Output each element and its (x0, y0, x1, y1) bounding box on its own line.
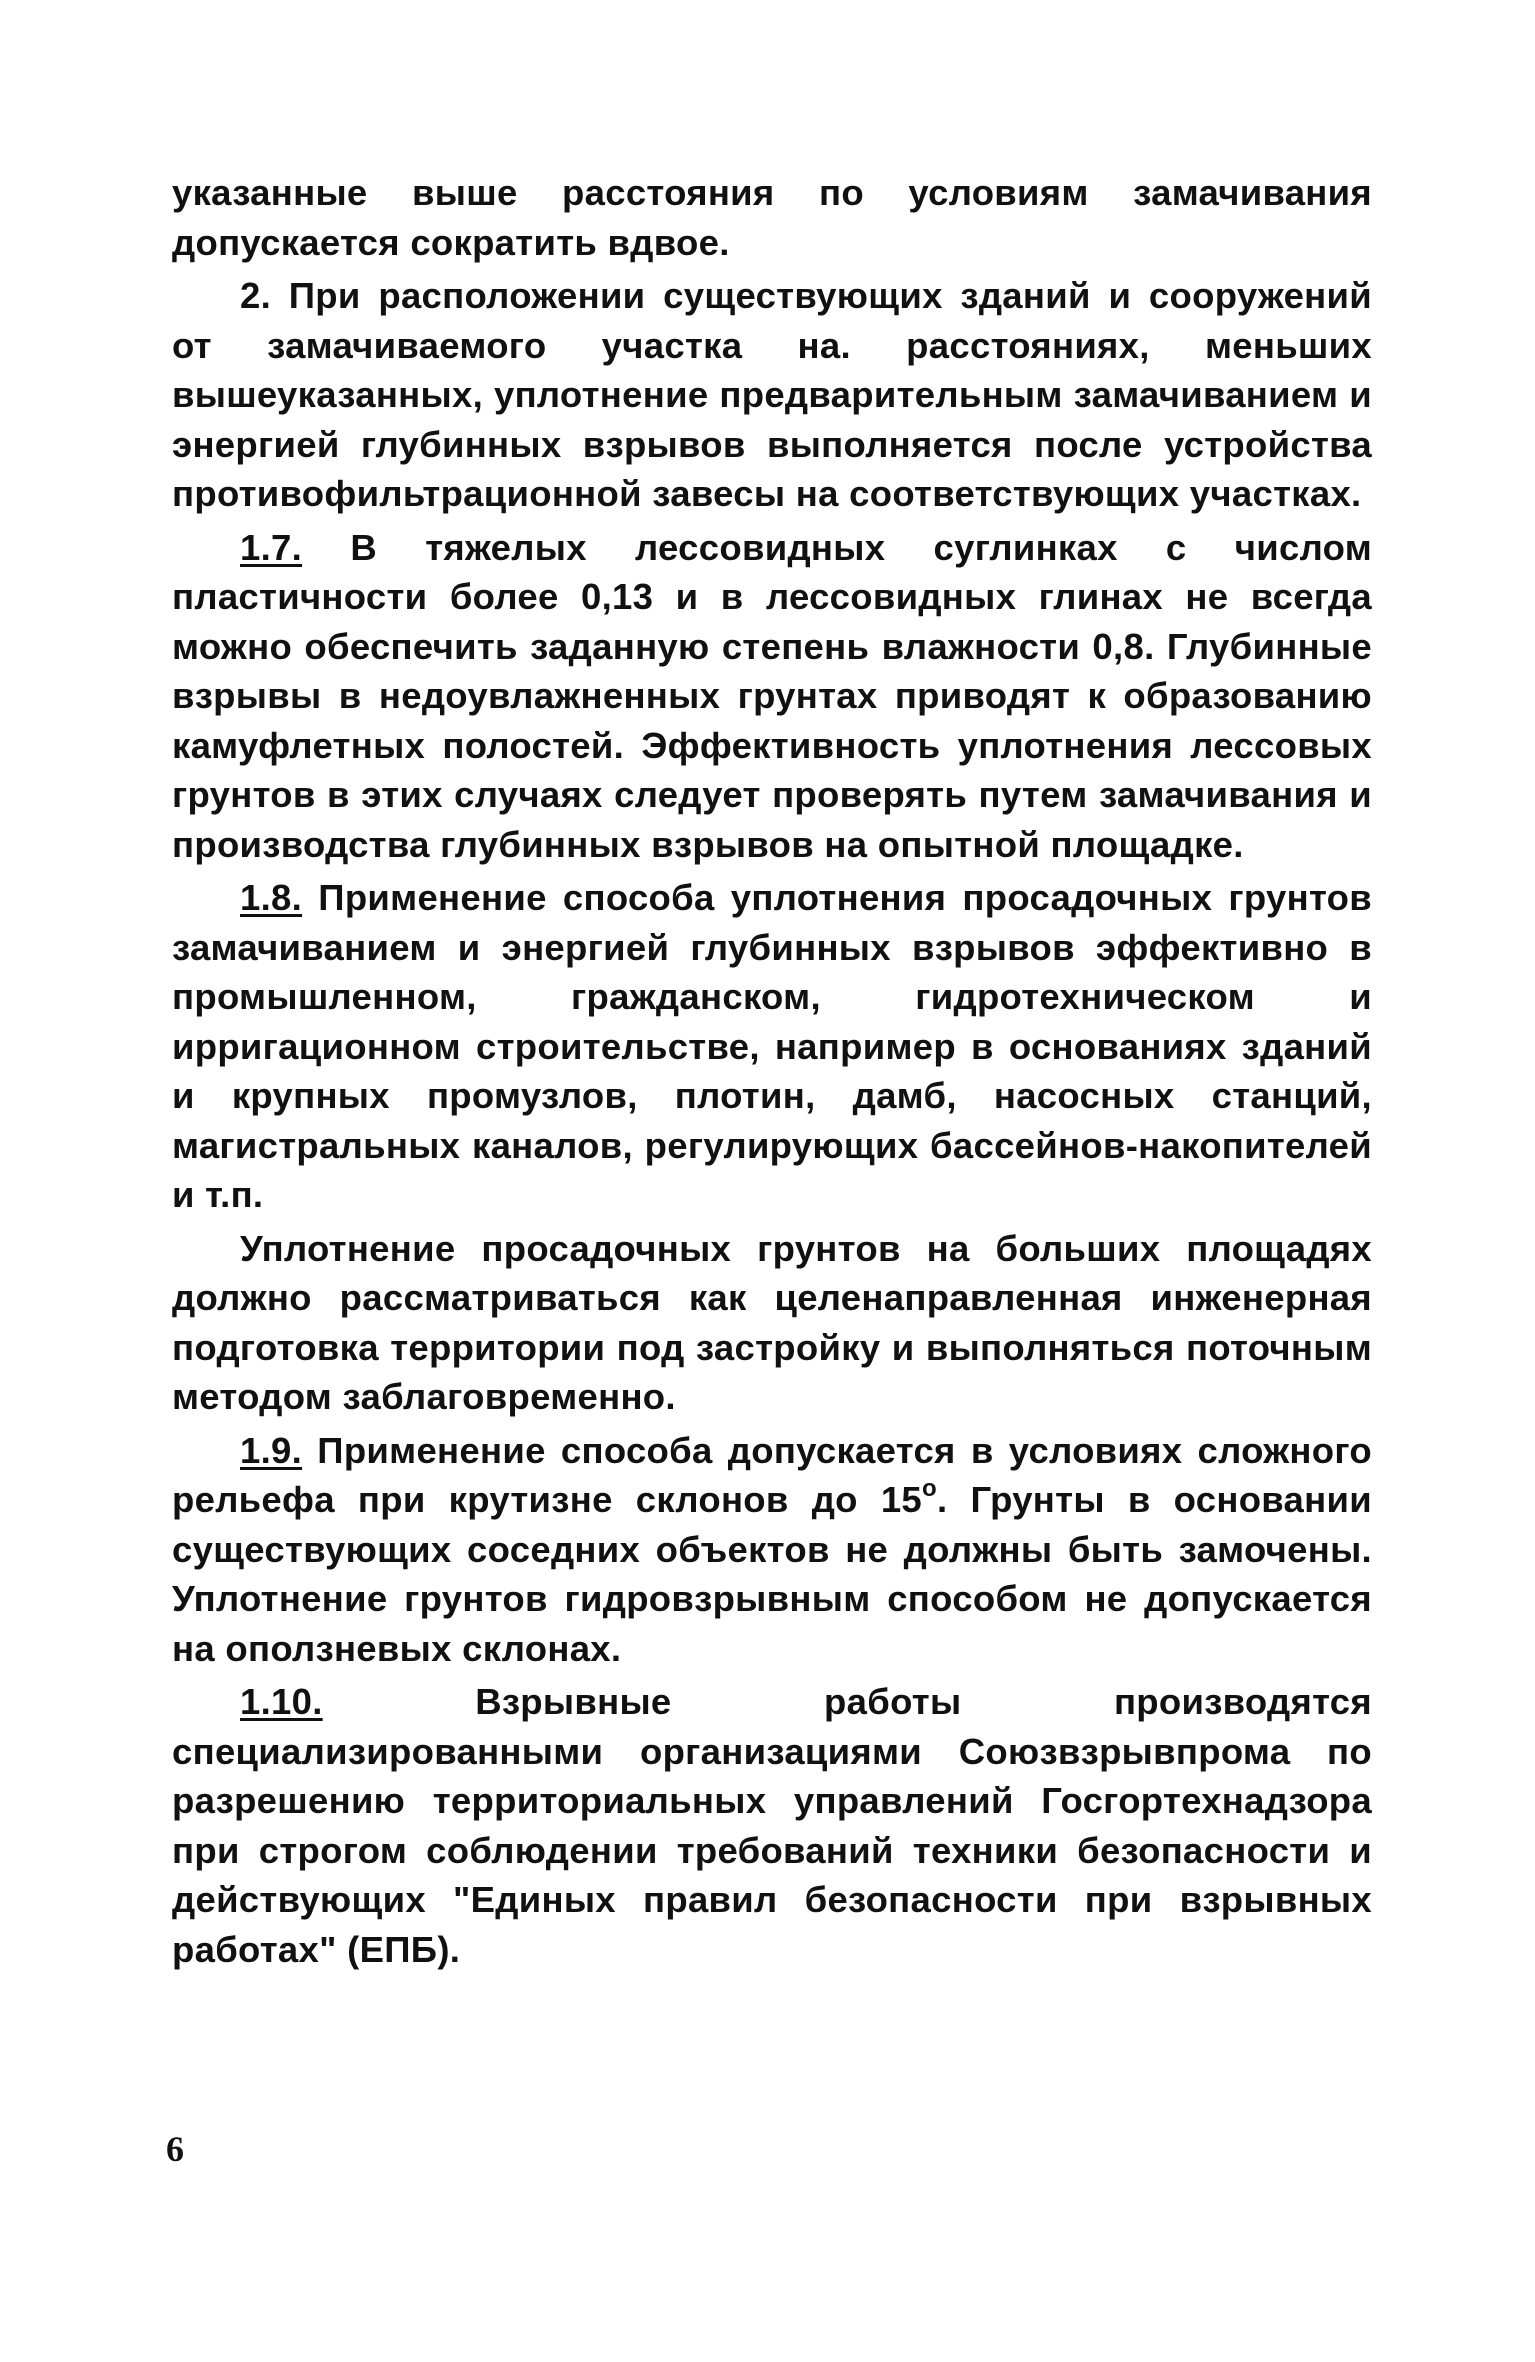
paragraph-compaction: Уплотнение просадочных грунтов на больших площадях должно рассматриваться как целенаправленная инженерная подготовка территории под застройку и выполняться поточным методом заблаговременно. (172, 1227, 1372, 1417)
page-number: 6 (166, 2129, 184, 2169)
section-text-continued: . Грунты в основании существующих соседних объектов не должны быть замочены. Уплотнение грунтов гидровзрывным способом не допускается на оползневых склонах. (172, 1479, 1372, 1669)
section-number: 1.7. (240, 526, 303, 568)
paragraph-continuation: указанные выше расстояния по условиям замачивания допускается сократить вдвое. (172, 172, 1372, 263)
section-1-8 (172, 873, 1372, 1220)
section-text: Взрывные работы производятся специализированными организациями Союзвзрывпрома по разрешению территориальных управлений Госгортехнадзора при строгом соблюдении требований техники безопасности и действующих "Единых правил безопасности при взрывных работах" (ЕПБ). (172, 1681, 1372, 1970)
paragraph-item-2: 2. При расположении существующих зданий и сооружений от замачиваемого участка на. расстояниях, меньших вышеуказанных, уплотнение предварительным замачиванием и энергией глубинных взрывов выполняется после устройства противофильтрационной завесы на соответствующих участках. (172, 275, 1372, 514)
section-number: 1.9. (240, 1429, 303, 1471)
section-1-10 (172, 1677, 1372, 1974)
section-1-7 (172, 523, 1372, 870)
degree-symbol: o (922, 1475, 937, 1502)
section-text: Применение способа уплотнения просадочных грунтов замачиванием и энергией глубинных взрывов эффективно в промышленном, гражданском, гидротехническом и ирригационном строительстве, например в основаниях зданий и крупных промузлов, плотин, дамб, насосных станций, магистральных каналов, регулирующих бассейнов-накопителей и т.п. (172, 877, 1372, 1215)
section-1-9 (172, 1426, 1372, 1674)
section-number: 1.8. (240, 877, 303, 918)
section-text: В тяжелых лессовидных суглинках с числом пластичности более 0,13 и в лессовидных глинах не всегда можно обеспечить заданную степень влажности 0,8. Глубинные взрывы в недоувлажненных грунтах приводят к образованию камуфлетных полостей. Эффективность уплотнения лессовых грунтов в этих случаях следует проверять путем замачивания и производства глубинных взрывов на опытной площадке. (172, 526, 1372, 865)
section-number: 1.10. (240, 1681, 323, 1722)
section-text: Применение способа допускается в условиях сложного рельефа при крутизне склонов до 15 (172, 1429, 1372, 1520)
body-text (172, 168, 1372, 1974)
